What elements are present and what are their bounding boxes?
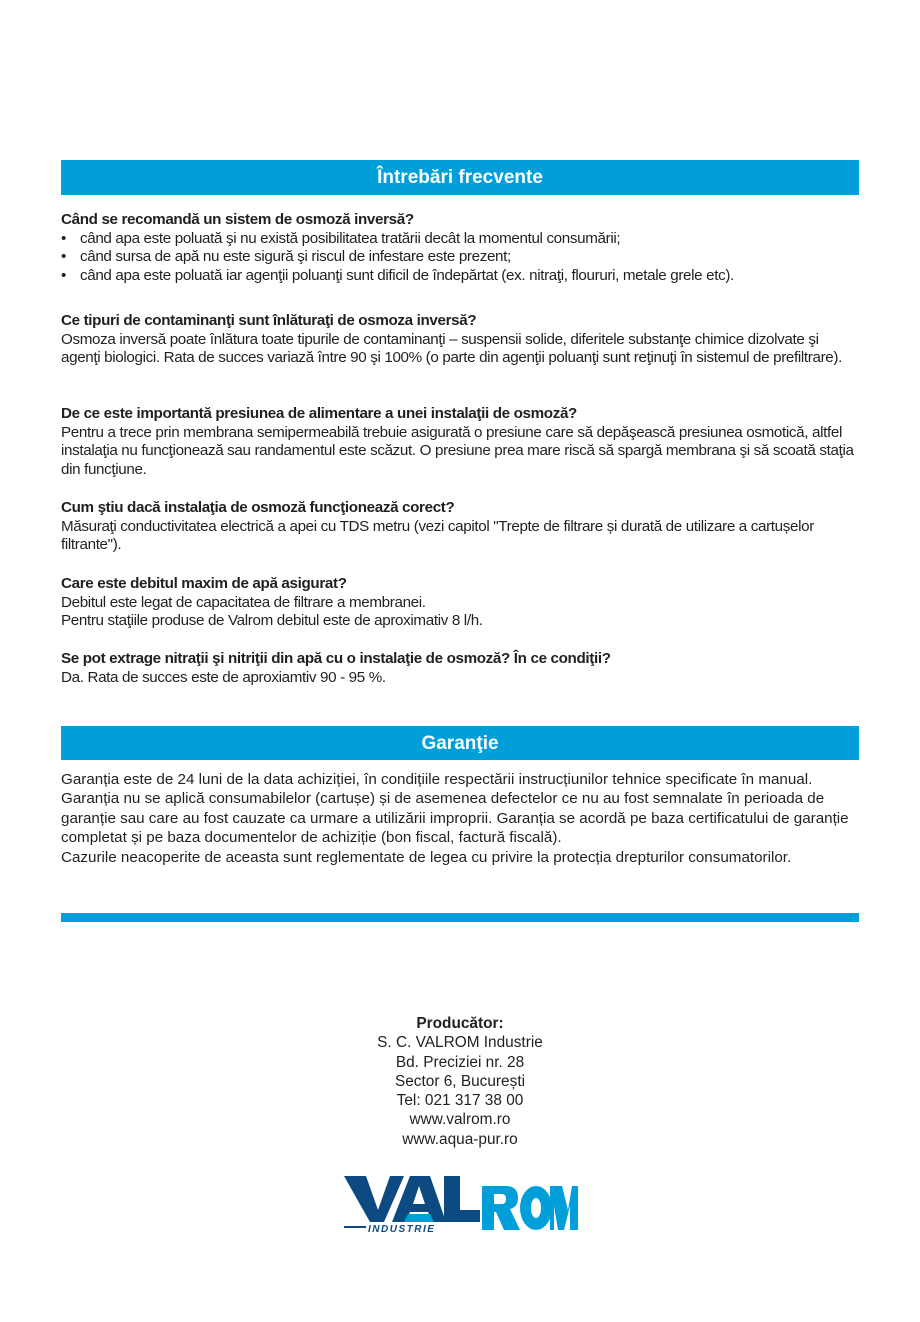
warranty-title: Garanţie xyxy=(421,733,499,754)
faq-answer: Măsuraţi conductivitatea electrică a apei cu TDS metru (vezi capitol "Trepte de filtrare și durată de utilizare a cartușelor filtrante"). xyxy=(61,517,814,553)
faq-answer-line: Debitul este legat de capacitatea de filtrare a membranei. xyxy=(61,593,426,611)
producer-website-valrom[interactable]: www.valrom.ro xyxy=(409,1111,511,1129)
faq-header-bar xyxy=(61,160,859,195)
faq-question: Ce tipuri de contaminanţi sunt înlăturaţi de osmoza inversă? xyxy=(61,312,477,329)
faq-question: Care este debitul maxim de apă asigurat? xyxy=(61,575,347,592)
producer-title: Producător: xyxy=(416,1015,504,1032)
faq-item-2 xyxy=(61,312,861,368)
faq-question: Cum ştiu dacă instalaţia de osmoză funcţionează corect? xyxy=(61,499,455,516)
divider-bar xyxy=(61,913,859,922)
valrom-logo xyxy=(344,1170,578,1234)
faq-answer: Da. Rata de succes este de aproxiamtiv 90 - 95 %. xyxy=(61,668,386,686)
warranty-paragraph: Garanția este de 24 luni de la data achiziției, în condițiile respectării instrucțiunilor tehnice specificate în manual. xyxy=(61,771,813,788)
producer-address: Bd. Preciziei nr. 28 xyxy=(395,1053,525,1071)
faq-answer: Osmoza inversă poate înlătura toate tipurile de contaminanţi – suspensii solide, diferitele substanţe chimice dizolvate şi agenţi biologici. Rata de succes variază între 90 şi 100% (o parte din agenţii poluanţi sunt reţinuţi în sistemul de prefiltrare). xyxy=(61,330,842,366)
faq-bullet-list xyxy=(61,230,861,286)
faq-bullet: • când apa este poluată iar agenţii poluanţi sunt dificil de îndepărtat (ex. nitraţi, floururi, metale grele etc). xyxy=(61,267,861,286)
producer-phone: Tel: 021 317 38 00 xyxy=(396,1092,524,1110)
faq-question: Când se recomandă un sistem de osmoză inversă? xyxy=(61,211,414,228)
faq-question: Se pot extrage nitraţii şi nitriţii din apă cu o instalaţie de osmoză? În ce condiţii? xyxy=(61,650,611,667)
faq-bullet: • când apa este poluată şi nu există posibilitatea tratării decât la momentul consumării; xyxy=(61,230,861,249)
producer-company: S. C. VALROM Industrie xyxy=(377,1034,543,1052)
producer-city: Sector 6, București xyxy=(394,1072,526,1090)
faq-bullet: • când sursa de apă nu este sigură şi riscul de infestare este prezent; xyxy=(61,248,861,267)
faq-item-1 xyxy=(61,211,861,285)
svg-text:INDUSTRIE: INDUSTRIE xyxy=(368,1224,436,1234)
warranty-header-bar xyxy=(61,726,859,760)
warranty-paragraph: Garanția nu se aplică consumabilelor (cartușe) și de asemenea defectelor ce nu au fost semnalate în perioada de garanție sau care au fost cauzate ca urmare a utilizării improprii. Garanția se acordă pe baza certificatului de garanție completat și pe baza documentelor de achiziție (bon fiscal, factură fiscală). xyxy=(61,790,849,847)
faq-item-5 xyxy=(61,575,861,631)
faq-question: De ce este importantă presiunea de alimentare a unei instalaţii de osmoză? xyxy=(61,405,577,422)
faq-title: Întrebări frecvente xyxy=(377,167,543,188)
warranty-text xyxy=(61,770,861,867)
warranty-paragraph: Cazurile neacoperite de aceasta sunt reglementate de legea cu privire la protecția drepturilor consumatorilor. xyxy=(61,848,792,866)
producer-website-aquapur[interactable]: www.aqua-pur.ro xyxy=(402,1130,518,1148)
producer-block xyxy=(310,1014,610,1149)
faq-item-4 xyxy=(61,499,861,555)
faq-item-3 xyxy=(61,405,861,479)
faq-answer: Pentru a trece prin membrana semipermeabilă trebuie asigurată o presiune care să depăşească presiunea osmotică, altfel instalaţia nu funcţionează sau randamentul este scăzut. O presiune prea mare riscă să spargă membrana şi să scoată staţia din funcţiune. xyxy=(61,423,854,478)
faq-answer-line: Pentru staţiile produse de Valrom debitul este de aproximativ 8 l/h. xyxy=(61,612,483,629)
faq-item-6 xyxy=(61,650,861,687)
